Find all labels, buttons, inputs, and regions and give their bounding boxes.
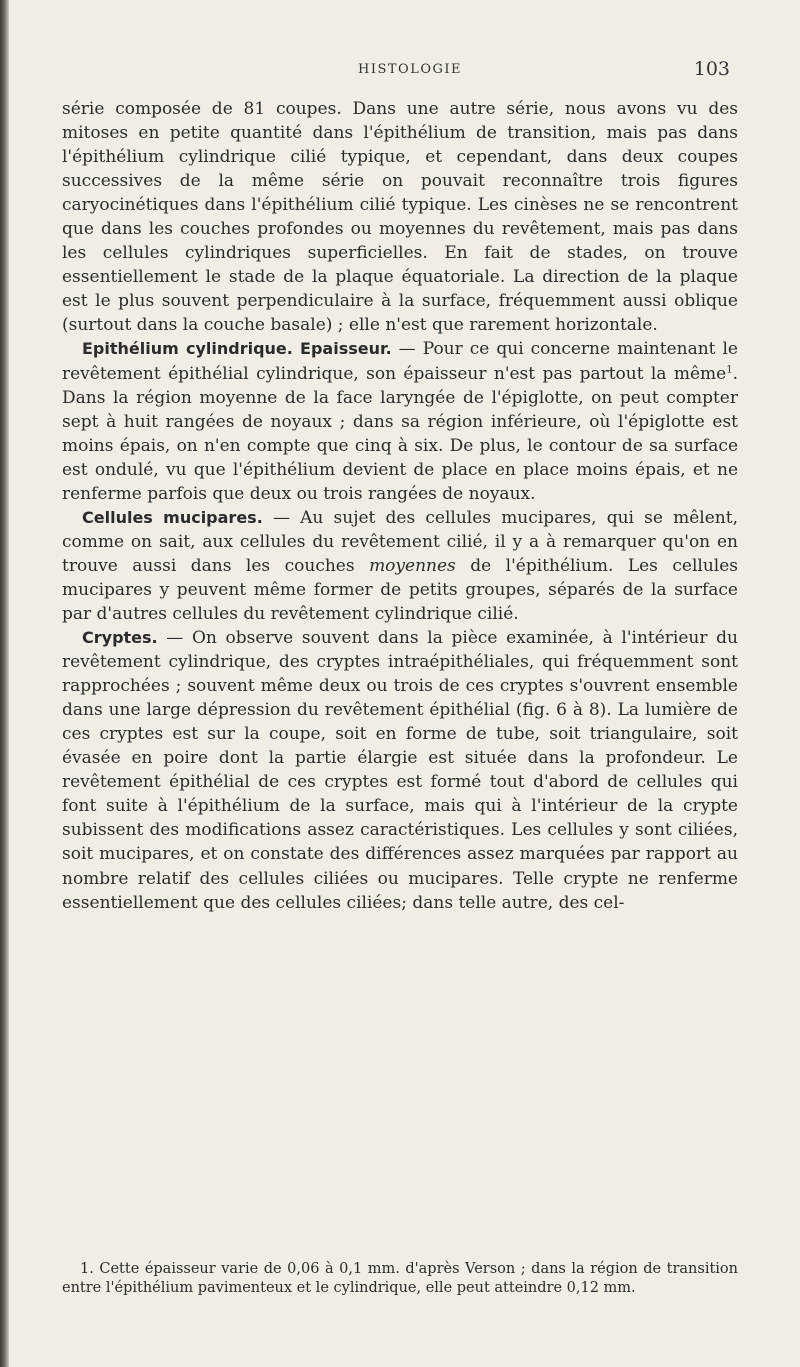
running-title: HISTOLOGIE — [357, 62, 462, 77]
page-header — [90, 58, 730, 88]
section-heading-epaisseur: Epithélium cylindrique. Epaisseur. — [82, 339, 392, 359]
footnote-reference: 1 — [726, 363, 733, 375]
paragraph-cellules-mucipares: Cellules mucipares. — Au sujet des cellules mucipares, qui se mêlent, comme on sait, aux cellules du revêtement cilié, il y a à remarquer qu'on en trouve aussi dans les couches moyennes de l'épithélium. Les cellules mucipares y peuvent même former de petits groupes, séparés de la surface par d'autres cellules du revêtement cylindrique cilié. — [62, 507, 739, 624]
page-number: 103 — [693, 58, 730, 80]
binding-edge — [0, 0, 9, 1367]
footnote — [62, 1260, 738, 1298]
footnote-marker: 1. — [80, 1261, 94, 1277]
paragraph-cryptes: Cryptes. — On observe souvent dans la pièce examinée, à l'intérieur du revêtement cylindrique, des cryptes intraépithéliales, qui fréquemment sont rapprochées ; souvent même deux ou trois de ces cryptes s'ouvrent ensemble dans une large dépression du revêtement épithélial (fig. 6 à 8). La lumière de ces cryptes est sur la coupe, soit en forme de tube, soit triangulaire, soit évasée en poire dont la partie élargie est située dans la profondeur. Le revêtement épithélial de ces cryptes est formé tout d'abord de cellules qui font suite à l'épithélium de la surface, mais qui à l'intérieur de la crypte subissent des modifications assez caractéristiques. Les cellules y sont ciliées, soit mucipares, et on constate des différences assez marquées par rapport au nombre relatif des cellules ciliées ou mucipares. Telle crypte ne renferme essentiellement que des cellules ciliées; dans telle autre, des cel- — [62, 628, 738, 913]
paragraph-mitoses: série composée de 81 coupes. Dans une autre série, nous avons vu des mitoses en petite quantité dans l'épithélium de transition, mais pas dans l'épithélium cylindrique cilié typique, et cependant, dans deux coupes successives de la même série on pouvait reconnaître trois figures caryocinétiques dans l'épithélium cilié typique. Les cinèses ne se rencontrent que dans les couches profondes ou moyennes du revêtement, mais pas dans les cellules cylindriques superficielles. En fait de stades, on trouve essentiellement le stade de la plaque équatoriale. La direction de la plaque est le plus souvent perpendiculaire à la surface, fréquemment aussi oblique (surtout dans la couche basale) ; elle n'est que rarement horizontale. — [62, 99, 738, 336]
footnote-text: Cette épaisseur varie de 0,06 à 0,1 mm. d'après Verson ; dans la région de transition entre l'épithélium pavimenteux et le cylindrique, elle peut atteindre 0,12 mm. — [62, 1261, 738, 1296]
body-text — [62, 97, 738, 915]
section-heading-mucipares: Cellules mucipares. — [82, 507, 263, 527]
emphasis-moyennes: moyennes — [369, 555, 456, 576]
paragraph-epithelium-cylindrique: Epithélium cylindrique. Epaisseur. — Pour ce qui concerne maintenant le revêtement épithélial cylindrique, son épaisseur n'est pas partout la même$^1$. Dans la région moyenne de la face laryngée de l'épiglotte, on peut compter sept à huit rangées de noyaux ; dans sa région inférieure, où l'épiglotte est moins épais, on n'en compte que cinq à six. De plus, le contour de sa surface est ondulé, vu que l'épithélium devient de place en place moins épais, et ne renferme parfois que deux ou trois rangées de noyaux. — [62, 339, 738, 504]
section-heading-cryptes: Cryptes. — [82, 628, 158, 648]
